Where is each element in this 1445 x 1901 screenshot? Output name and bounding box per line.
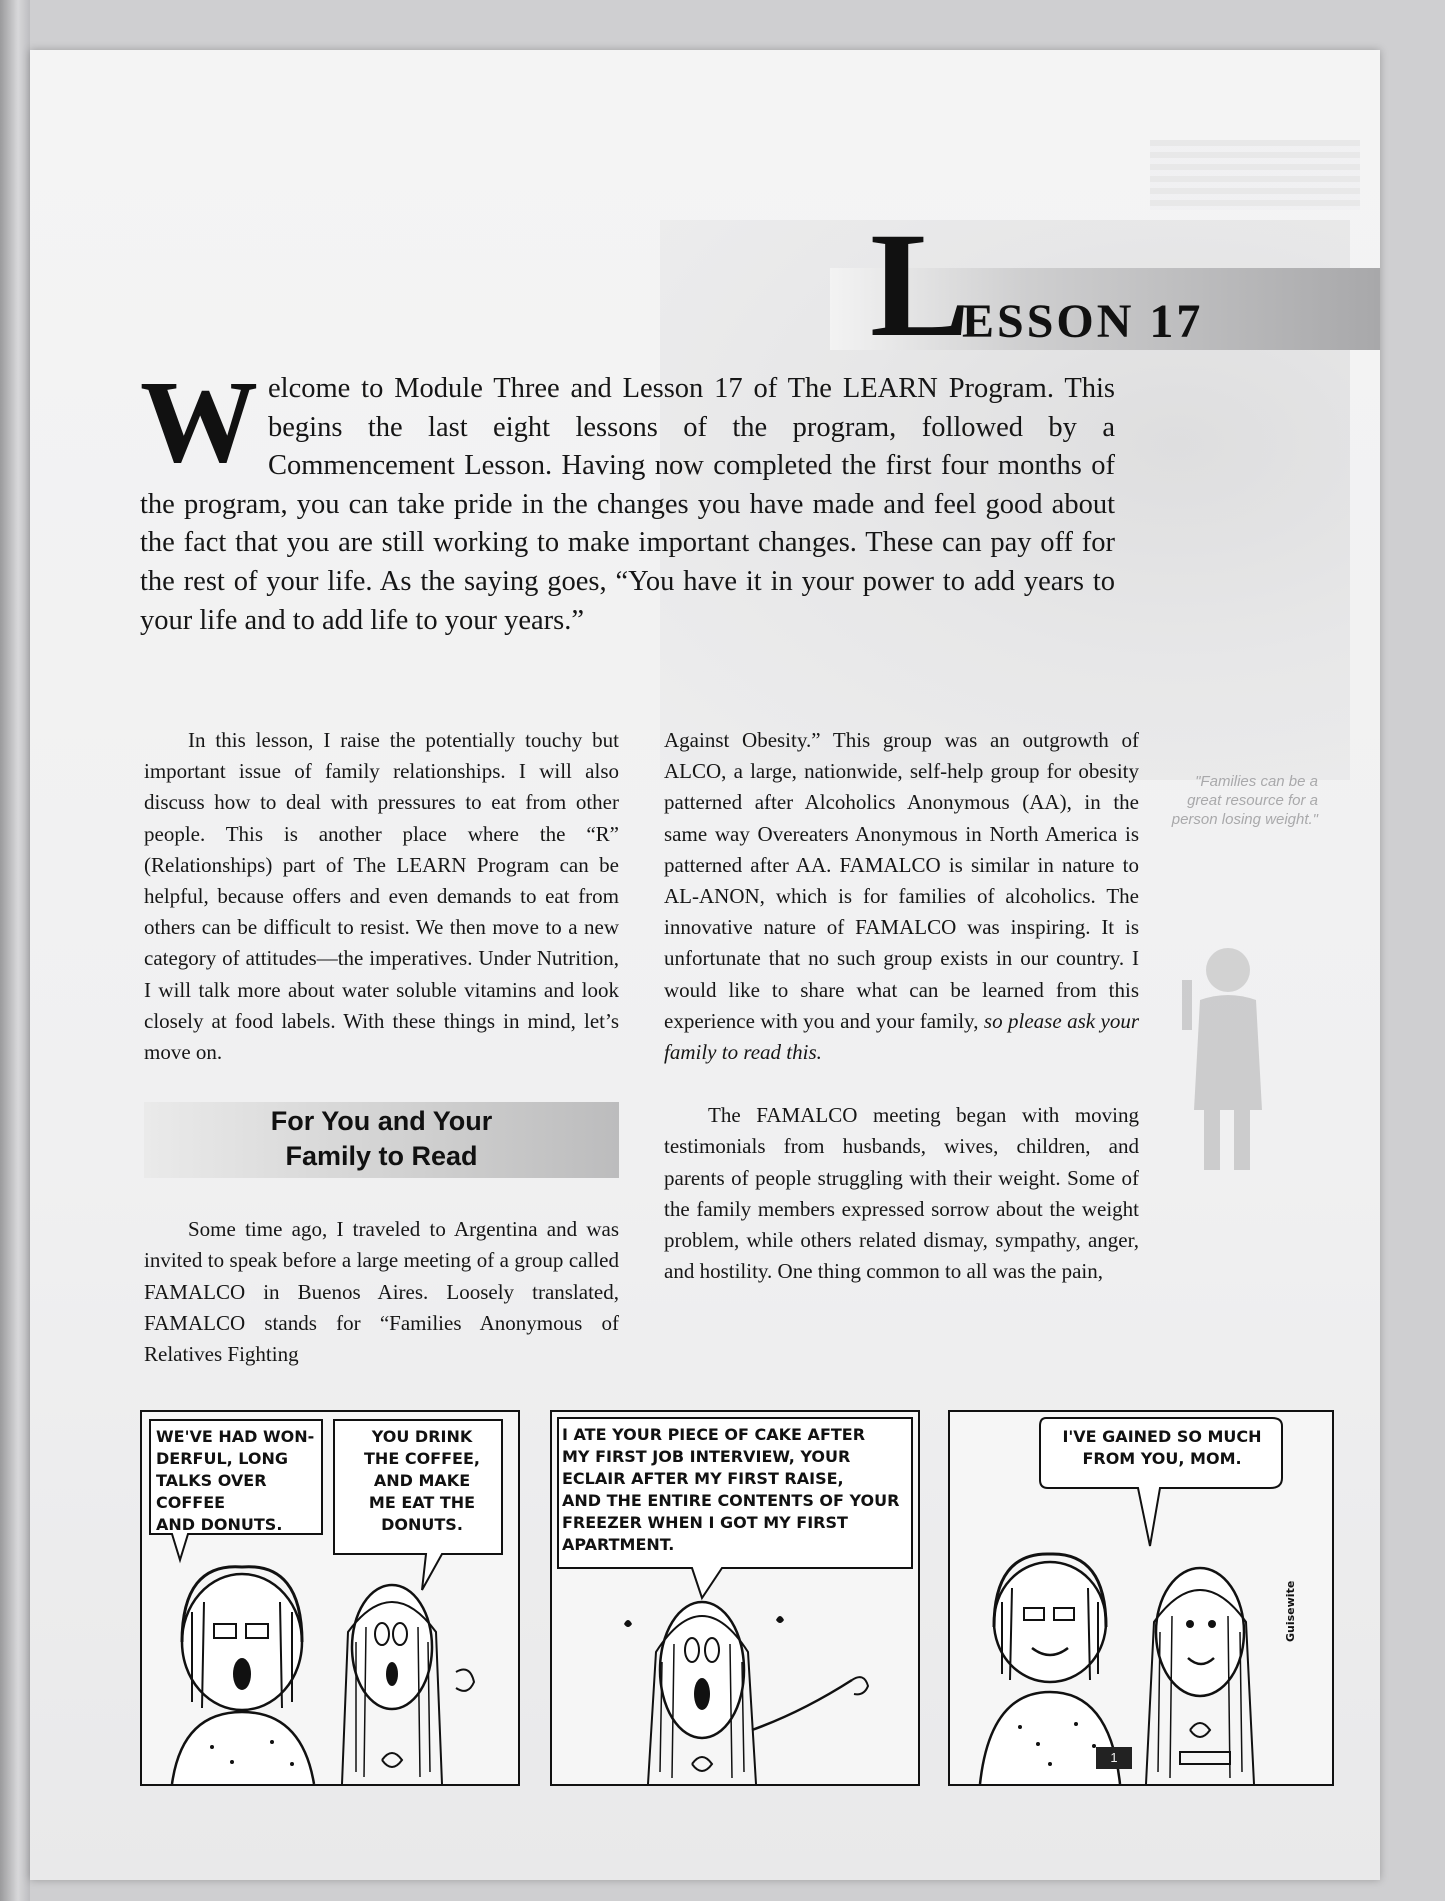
right-paragraph-1-text: Against Obesity.” This group was an outgrowth of ALCO, a large, nationwide, self-help group for obesity patterned after Alcoholics Anonymous (AA), in the same way Overeaters Anonymous in North America is patterned after AA. FAMALCO is similar in nature to AL-ANON, which is for families of alcoholics. The innovative nature of FAMALCO was inspiring. It is unfortunate that no such group exists in our country. I would like to share what can be learned from this experience with you and your family,	[664, 728, 1139, 1033]
speech-balloon-2: I ATE YOUR PIECE OF CAKE AFTER MY FIRST JOB INTERVIEW, YOUR ECLAIR AFTER MY FIRST RAISE, AND THE ENTIRE CONTENTS OF YOUR FREEZER WHEN I GOT MY FIRST APARTMENT.	[562, 1425, 900, 1554]
cartoon-panel-1	[140, 1410, 520, 1786]
intro-text: elcome to Module Three and Lesson 17 of The LEARN Program. This begins the last eight lessons of the program, followed by a Commencement Lesson. Having now completed the first four months of the program, you can take pride in the changes you have made and feel good about the fact that you are still working to make important changes. These can pay off for the rest of your life. As the saying goes, “You have it in your power to add years to your life and to add life to your years.”	[140, 373, 1115, 636]
document-page	[30, 50, 1380, 1880]
right-column	[664, 725, 1139, 1287]
cartoon-strip	[140, 1410, 1370, 1790]
cartoonist-signature: Guisewite	[1284, 1580, 1297, 1642]
cartoon-panel-2	[550, 1410, 920, 1786]
speech-balloon-1b: YOU DRINK THE COFFEE, AND MAKE ME EAT THE DONUTS.	[364, 1427, 480, 1534]
photo-caption: "Families can be a great resource for a person losing weight."	[1171, 773, 1318, 828]
right-paragraph-1-italic: so please ask your family to read this.	[664, 1008, 1139, 1065]
speech-balloon-1a: WE'VE HAD WON- DERFUL, LONG TALKS OVER COFFEE AND DONUTS.	[156, 1427, 315, 1534]
title-rest: ESSON 17	[962, 295, 1204, 348]
right-paragraph-2: The FAMALCO meeting began with moving testimonials from husbands, wives, children, and parents of people struggling with their weight. Some of the family members expressed sorrow about the weight problem, while others related dismay, sympathy, anger, and hostility. One thing common to all was the pain,	[664, 1103, 1139, 1284]
book-spine	[0, 0, 30, 1901]
left-paragraph-2: Some time ago, I traveled to Argentina and was invited to speak before a large meeting of a group called FAMALCO in Buenos Aires. Loosely translated, FAMALCO stands for “Families Anonymous of Relatives Fighting	[144, 1217, 619, 1367]
section-heading-line-1: For You and Your	[270, 1106, 493, 1137]
faded-speaker-figure-icon	[1170, 940, 1280, 1180]
right-paragraph-1	[664, 725, 1139, 1068]
section-heading-line-2: Family to Read	[285, 1141, 478, 1172]
speech-balloon-3: I'VE GAINED SO MUCH FROM YOU, MOM.	[1062, 1427, 1262, 1468]
faded-header-lines	[1150, 140, 1360, 210]
title-initial: L	[870, 202, 971, 368]
cartoon-panel-3	[948, 1410, 1334, 1786]
left-paragraph-1: In this lesson, I raise the potentially touchy but important issue of family relationships. I will also discuss how to deal with pressures to eat from other people. This is another place where the “R” (Relationships) part of The LEARN Program can be helpful, because offers and even demands to eat from others can be difficult to resist. We then move to a new category of attitudes—the imperatives. Under Nutrition, I will talk more about water soluble vitamins and look closely at food labels. With these things in mind, let’s move on.	[144, 728, 619, 1065]
lesson-title	[870, 202, 1370, 368]
drop-cap: W	[140, 356, 258, 487]
intro-paragraph	[140, 356, 1115, 640]
left-column	[144, 725, 619, 1370]
section-heading	[144, 1102, 619, 1178]
page-number: 1	[1096, 1747, 1132, 1769]
